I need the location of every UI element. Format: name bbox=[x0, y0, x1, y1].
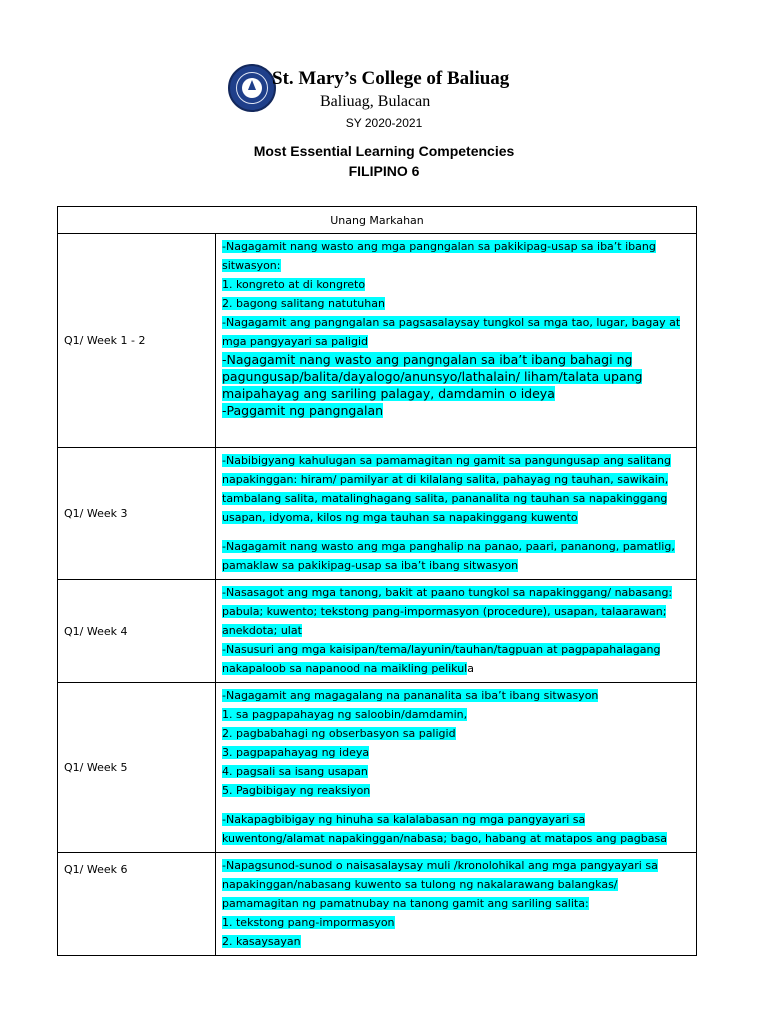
week-label: Q1/ Week 1 - 2 bbox=[58, 234, 216, 448]
competency-line: 2. kasaysayan bbox=[222, 935, 301, 948]
quarter-header: Unang Markahan bbox=[58, 207, 697, 234]
competency-line: 4. pagsali sa isang usapan bbox=[222, 765, 368, 778]
table-row bbox=[58, 853, 697, 956]
competency-line: sitwasyon: bbox=[222, 259, 281, 272]
competency-line: -Paggamit ng pangngalan bbox=[222, 403, 384, 418]
school-seal-logo bbox=[228, 64, 276, 112]
competency-line: 1. sa pagpapahayag ng saloobin/damdamin, bbox=[222, 708, 468, 721]
competency-line: -Nabibigyang kahulugan sa pamamagitan ng gamit sa pangungusap ang salitang bbox=[222, 454, 671, 467]
week-label: Q1/ Week 4 bbox=[58, 580, 216, 683]
competency-line: 1. tekstong pang-impormasyon bbox=[222, 916, 395, 929]
competency-line: tambalang salita, matalinghagang salita, pananalita ng tauhan sa napakinggang bbox=[222, 492, 668, 505]
competency-line: -Nagagamit nang wasto ang mga pangngalan sa pakikipag-usap sa iba’t ibang bbox=[222, 240, 656, 253]
competency-line: pabula; kuwento; tekstong pang-impormasyon (procedure), usapan, talaarawan; bbox=[222, 605, 667, 618]
competency-line: napakinggan: hiram/ pamilyar at di kilalang salita, pahayag ng tauhan, sawikain, bbox=[222, 473, 669, 486]
table-row bbox=[58, 683, 697, 853]
competency-line: 1. kongreto at di kongreto bbox=[222, 278, 366, 291]
title-line-2: FILIPINO 6 bbox=[348, 163, 420, 179]
title-line-1: Most Essential Learning Competencies bbox=[253, 143, 515, 159]
competency-line: -Nasusuri ang mga kaisipan/tema/layunin/tauhan/tagpuan at pagpapahalagang bbox=[222, 643, 661, 656]
school-year: SY 2020-2021 bbox=[345, 116, 423, 130]
week-label: Q1/ Week 6 bbox=[58, 853, 216, 956]
table-row bbox=[58, 580, 697, 683]
competency-line: -Nagagamit ang pangngalan sa pagsasalaysay tungkol sa mga tao, lugar, bagay at bbox=[222, 316, 681, 329]
competency-cell bbox=[216, 683, 697, 853]
competency-line: usapan, idyoma, kilos ng mga tauhan sa napakinggang kuwento bbox=[222, 511, 578, 524]
document-title bbox=[0, 141, 768, 181]
competency-cell bbox=[216, 234, 697, 448]
competency-line: pamaklaw sa pakikipag-usap sa iba’t ibang sitwasyon bbox=[222, 559, 519, 572]
competencies-table bbox=[57, 206, 697, 956]
week-label: Q1/ Week 5 bbox=[58, 683, 216, 853]
competency-line: 3. pagpapahayag ng ideya bbox=[222, 746, 370, 759]
table-row bbox=[58, 234, 697, 448]
competency-line: -Napagsunod-sunod o naisasalaysay muli /kronolohikal ang mga pangyayari sa bbox=[222, 859, 658, 872]
competency-line: nakapaloob sa napanood na maikling pelikul bbox=[222, 662, 468, 675]
competency-cell bbox=[216, 580, 697, 683]
document-header bbox=[0, 60, 768, 140]
competency-line: pamamagitan ng pamatnubay na tanong gamit ang sariling salita: bbox=[222, 897, 589, 910]
competency-line: -Nasasagot ang mga tanong, bakit at paano tungkol sa napakinggang/ nabasang: bbox=[222, 586, 673, 599]
competency-cell bbox=[216, 853, 697, 956]
competency-line: -Nagagamit nang wasto ang mga panghalip na panao, paari, pananong, pamatlig, bbox=[222, 540, 675, 553]
competency-line: anekdota; ulat bbox=[222, 624, 302, 637]
table-header-row bbox=[58, 207, 697, 234]
competency-line: 2. pagbabahagi ng obserbasyon sa paligid bbox=[222, 727, 456, 740]
competency-line: -Nakapagbibigay ng hinuha sa kalalabasan ng mga pangyayari sa bbox=[222, 813, 586, 826]
competency-line: -Nagagamit nang wasto ang pangngalan sa iba’t ibang bahagi ng bbox=[222, 352, 633, 367]
school-name: St. Mary’s College of Baliuag bbox=[272, 68, 510, 89]
table-row bbox=[58, 448, 697, 580]
competency-cell bbox=[216, 448, 697, 580]
competency-line: 5. Pagbibigay ng reaksiyon bbox=[222, 784, 371, 797]
week-label: Q1/ Week 3 bbox=[58, 448, 216, 580]
competency-line-tail: a bbox=[467, 662, 474, 675]
competency-line: kuwentong/alamat napakinggan/nabasa; bago, habang at matapos ang pagbasa bbox=[222, 832, 667, 845]
competency-line: 2. bagong salitang natutuhan bbox=[222, 297, 385, 310]
competency-line: -Nagagamit ang magagalang na pananalita sa iba’t ibang sitwasyon bbox=[222, 689, 599, 702]
competency-line: pagungusap/balita/dayalogo/anunsyo/lathalain/ liham/talata upang bbox=[222, 369, 643, 384]
school-location: Baliuag, Bulacan bbox=[320, 93, 431, 110]
competency-line: napakinggan/nabasang kuwento sa tulong ng nakalarawang balangkas/ bbox=[222, 878, 618, 891]
competency-line: maipahayag ang sariling palagay, damdamin o ideya bbox=[222, 386, 555, 401]
competency-line: mga pangyayari sa paligid bbox=[222, 335, 369, 348]
